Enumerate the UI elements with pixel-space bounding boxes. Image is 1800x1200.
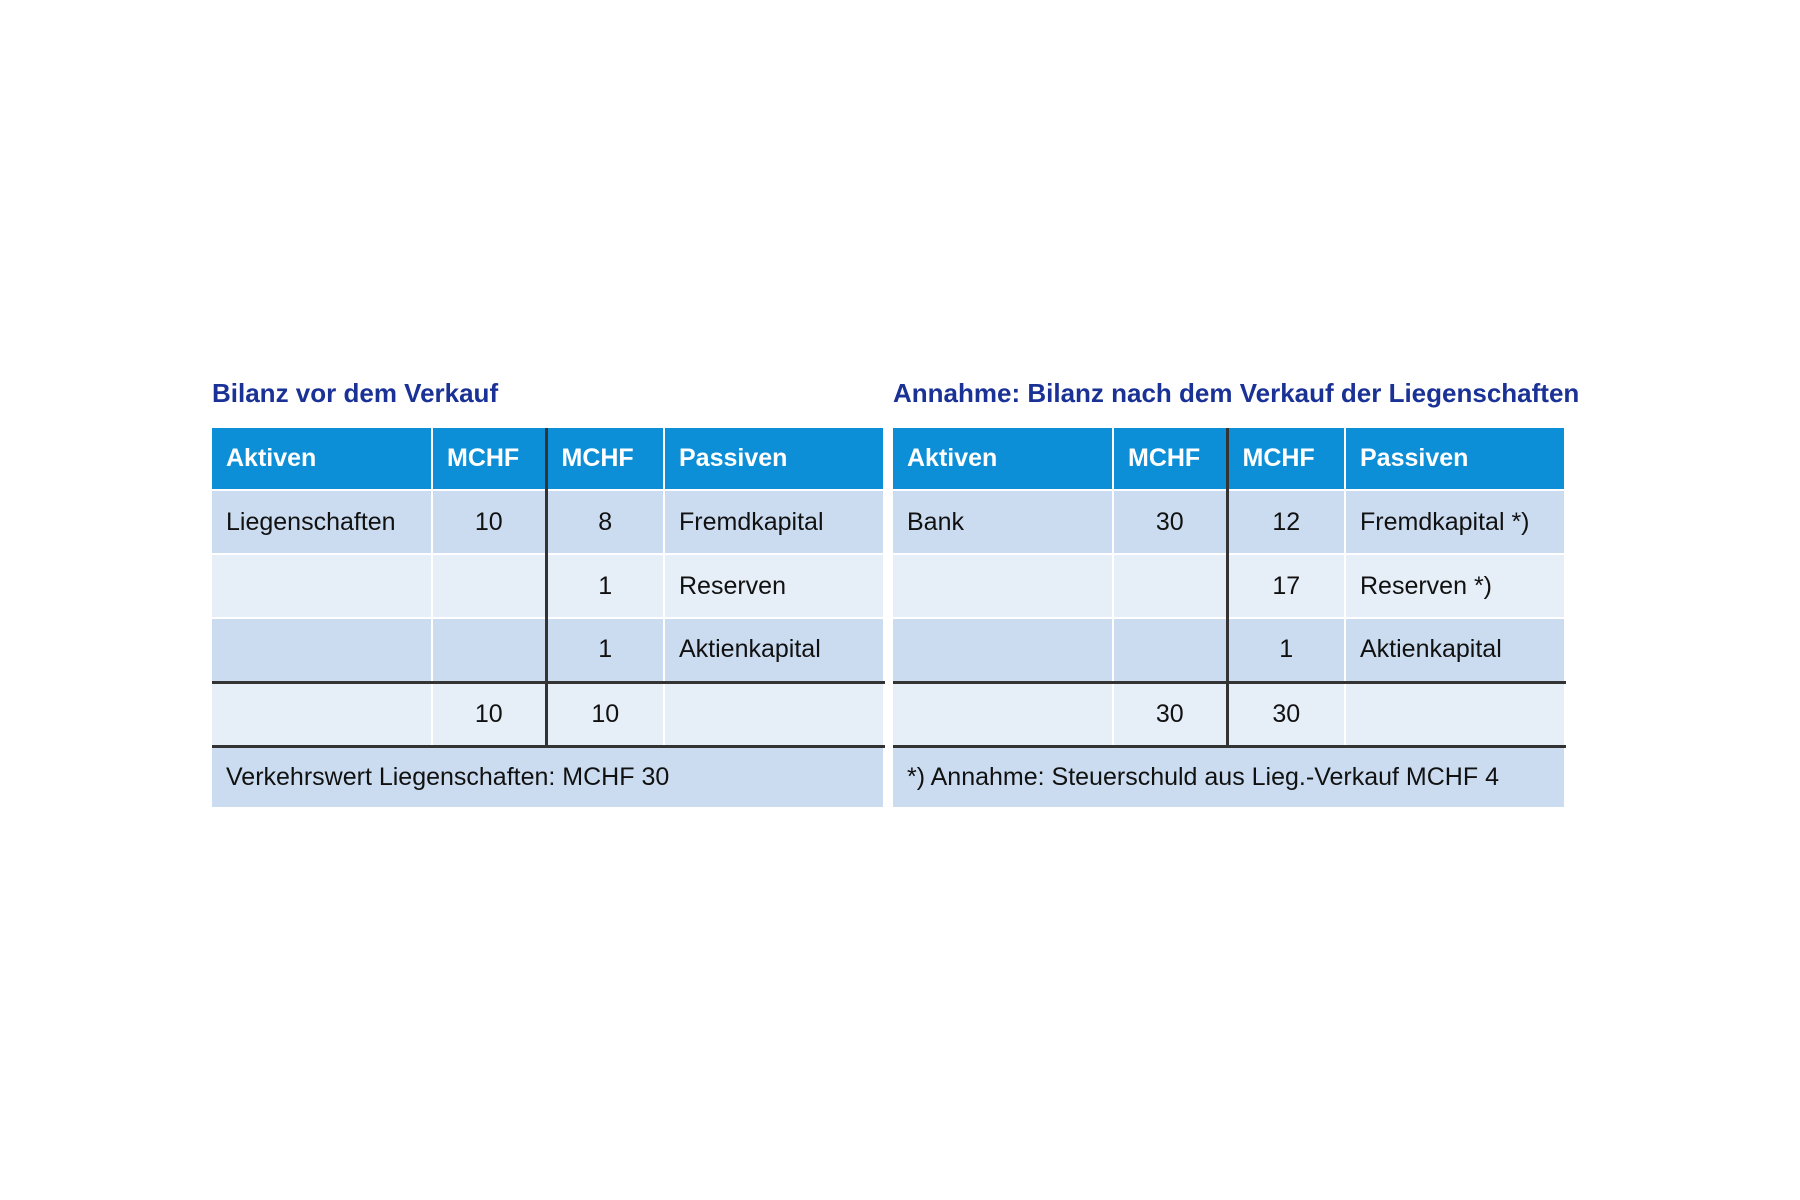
- balance-before-table: [212, 428, 885, 809]
- aktiven-label: [212, 618, 432, 682]
- header-mchf-passiven: MCHF: [546, 428, 664, 490]
- passiven-value: 1: [546, 618, 664, 682]
- header-passiven: Passiven: [664, 428, 884, 490]
- total-aktiven-label: [893, 682, 1113, 746]
- note-text: *) Annahme: Steuerschuld aus Lieg.-Verkauf MCHF 4: [893, 746, 1565, 808]
- passiven-label: Reserven *): [1345, 554, 1565, 618]
- total-aktiven-value: 30: [1113, 682, 1227, 746]
- passiven-label: Fremdkapital *): [1345, 490, 1565, 554]
- table-row: [212, 618, 884, 682]
- table-header-row: [212, 428, 884, 490]
- balance-after-table: [893, 428, 1566, 809]
- aktiven-value: [1113, 554, 1227, 618]
- passiven-value: 1: [546, 554, 664, 618]
- aktiven-value: [432, 554, 546, 618]
- note-row: [212, 746, 884, 808]
- total-aktiven-value: 10: [432, 682, 546, 746]
- passiven-value: 8: [546, 490, 664, 554]
- aktiven-label: Bank: [893, 490, 1113, 554]
- aktiven-value: 10: [432, 490, 546, 554]
- aktiven-label: Liegenschaften: [212, 490, 432, 554]
- passiven-label: Reserven: [664, 554, 884, 618]
- table-row: [212, 490, 884, 554]
- passiven-label: Aktienkapital: [664, 618, 884, 682]
- total-passiven-label: [664, 682, 884, 746]
- aktiven-label: [212, 554, 432, 618]
- note-text: Verkehrswert Liegenschaften: MCHF 30: [212, 746, 884, 808]
- total-row: [212, 682, 884, 746]
- passiven-value: 17: [1227, 554, 1345, 618]
- table-header-row: [893, 428, 1565, 490]
- table-row: [893, 490, 1565, 554]
- passiven-label: Aktienkapital: [1345, 618, 1565, 682]
- header-aktiven: Aktiven: [212, 428, 432, 490]
- aktiven-value: [1113, 618, 1227, 682]
- total-passiven-label: [1345, 682, 1565, 746]
- header-mchf-aktiven: MCHF: [1113, 428, 1227, 490]
- total-row: [893, 682, 1565, 746]
- balance-before-title: Bilanz vor dem Verkauf: [212, 378, 499, 408]
- aktiven-label: [893, 618, 1113, 682]
- header-aktiven: Aktiven: [893, 428, 1113, 490]
- total-passiven-value: 10: [546, 682, 664, 746]
- passiven-value: 12: [1227, 490, 1345, 554]
- header-passiven: Passiven: [1345, 428, 1565, 490]
- table-row: [893, 618, 1565, 682]
- passiven-label: Fremdkapital: [664, 490, 884, 554]
- table-row: [212, 554, 884, 618]
- total-aktiven-label: [212, 682, 432, 746]
- aktiven-label: [893, 554, 1113, 618]
- note-row: [893, 746, 1565, 808]
- total-passiven-value: 30: [1227, 682, 1345, 746]
- header-mchf-aktiven: MCHF: [432, 428, 546, 490]
- balance-after-title: Annahme: Bilanz nach dem Verkauf der Liegenschaften: [893, 378, 1580, 408]
- header-mchf-passiven: MCHF: [1227, 428, 1345, 490]
- table-row: [893, 554, 1565, 618]
- aktiven-value: [432, 618, 546, 682]
- passiven-value: 1: [1227, 618, 1345, 682]
- aktiven-value: 30: [1113, 490, 1227, 554]
